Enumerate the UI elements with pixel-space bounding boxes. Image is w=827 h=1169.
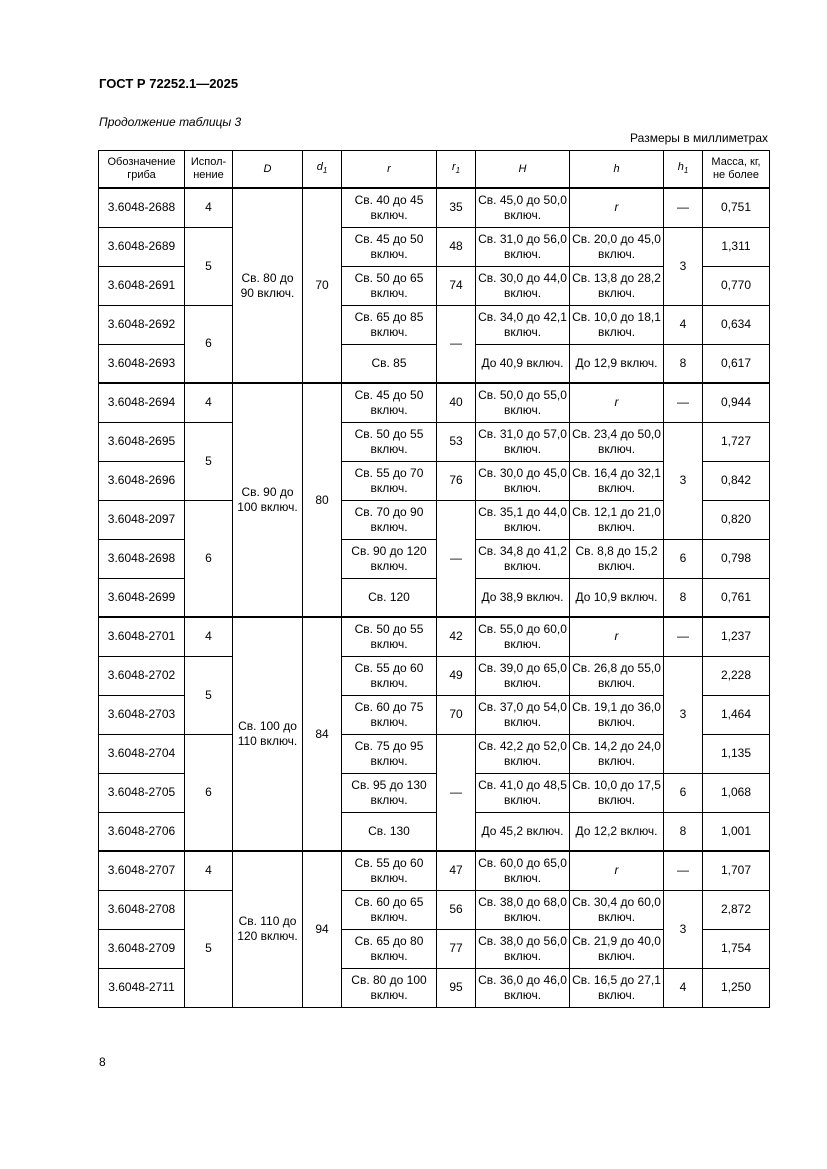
cell-h1: 8 (664, 812, 703, 851)
cell-code: 3.6048-2704 (99, 734, 185, 773)
cell-r: Св. 85 (342, 344, 437, 383)
cell-H: Св. 38,0 до 68,0 включ. (476, 890, 570, 929)
cell-h: Св. 20,0 до 45,0 включ. (570, 227, 664, 266)
cell-code: 3.6048-2707 (99, 851, 185, 890)
table-row (99, 656, 770, 695)
cell-h1: 3 (664, 656, 703, 773)
cell-code: 3.6048-2702 (99, 656, 185, 695)
cell-r1: 49 (437, 656, 476, 695)
header-variant: Испол-нение (185, 151, 233, 189)
cell-r1: 48 (437, 227, 476, 266)
header-h1-subscript: 1 (683, 166, 689, 176)
cell-h1: 6 (664, 773, 703, 812)
header-d1 (303, 151, 342, 189)
cell-d1: 84 (303, 617, 342, 851)
cell-H: Св. 42,2 до 52,0 включ. (476, 734, 570, 773)
cell-H: Св. 41,0 до 48,5 включ. (476, 773, 570, 812)
cell-h: До 10,9 включ. (570, 578, 664, 617)
header-r: r (342, 151, 437, 189)
cell-h: Св. 10,0 до 17,5 включ. (570, 773, 664, 812)
cell-D: Св. 100 до 110 включ. (233, 617, 303, 851)
cell-h: r (570, 383, 664, 422)
cell-H: Св. 34,8 до 41,2 включ. (476, 539, 570, 578)
cell-r: Св. 45 до 50 включ. (342, 227, 437, 266)
cell-H: Св. 31,0 до 56,0 включ. (476, 227, 570, 266)
cell-variant: 6 (185, 305, 233, 383)
cell-H: До 45,2 включ. (476, 812, 570, 851)
cell-r: Св. 95 до 130 включ. (342, 773, 437, 812)
cell-h: r (570, 617, 664, 656)
table-row (99, 890, 770, 929)
cell-variant: 5 (185, 227, 233, 305)
cell-mass: 0,944 (703, 383, 770, 422)
cell-r1: 47 (437, 851, 476, 890)
cell-mass: 1,707 (703, 851, 770, 890)
cell-r: Св. 130 (342, 812, 437, 851)
header-r1 (437, 151, 476, 189)
cell-r1: 42 (437, 617, 476, 656)
cell-h1: — (664, 617, 703, 656)
cell-h: Св. 14,2 до 24,0 включ. (570, 734, 664, 773)
cell-H: Св. 35,1 до 44,0 включ. (476, 500, 570, 539)
header-d1-symbol: d (316, 160, 323, 173)
cell-h: r (570, 851, 664, 890)
cell-r1: 95 (437, 968, 476, 1007)
units-note: Размеры в миллиметрах (630, 131, 768, 145)
cell-mass: 0,617 (703, 344, 770, 383)
cell-code: 3.6048-2709 (99, 929, 185, 968)
cell-D: Св. 110 до 120 включ. (233, 851, 303, 1007)
cell-code: 3.6048-2696 (99, 461, 185, 500)
document-title: ГОСТ Р 72252.1—2025 (99, 76, 239, 91)
cell-code: 3.6048-2708 (99, 890, 185, 929)
cell-h: До 12,9 включ. (570, 344, 664, 383)
cell-h1: — (664, 188, 703, 227)
cell-r1: 77 (437, 929, 476, 968)
cell-mass: 2,872 (703, 890, 770, 929)
cell-variant: 4 (185, 188, 233, 227)
cell-h1: 3 (664, 422, 703, 539)
cell-H: До 40,9 включ. (476, 344, 570, 383)
cell-H: Св. 38,0 до 56,0 включ. (476, 929, 570, 968)
cell-variant: 5 (185, 656, 233, 734)
cell-variant: 4 (185, 617, 233, 656)
cell-r1: 74 (437, 266, 476, 305)
cell-r1: 40 (437, 383, 476, 422)
cell-r: Св. 90 до 120 включ. (342, 539, 437, 578)
table-row (99, 305, 770, 344)
cell-code: 3.6048-2698 (99, 539, 185, 578)
cell-mass: 0,634 (703, 305, 770, 344)
page-number: 8 (99, 1055, 106, 1069)
table-row (99, 188, 770, 227)
cell-mass: 0,751 (703, 188, 770, 227)
cell-code: 3.6048-2691 (99, 266, 185, 305)
cell-code: 3.6048-2703 (99, 695, 185, 734)
cell-mass: 1,250 (703, 968, 770, 1007)
cell-variant: 6 (185, 500, 233, 617)
cell-H: Св. 55,0 до 60,0 включ. (476, 617, 570, 656)
header-H: H (476, 151, 570, 189)
cell-code: 3.6048-2692 (99, 305, 185, 344)
header-d1-subscript: 1 (322, 166, 328, 176)
cell-H: Св. 36,0 до 46,0 включ. (476, 968, 570, 1007)
cell-mass: 1,464 (703, 695, 770, 734)
cell-mass: 1,311 (703, 227, 770, 266)
cell-variant: 5 (185, 422, 233, 500)
cell-h: Св. 26,8 до 55,0 включ. (570, 656, 664, 695)
cell-mass: 0,761 (703, 578, 770, 617)
cell-h1: 4 (664, 968, 703, 1007)
cell-H: Св. 37,0 до 54,0 включ. (476, 695, 570, 734)
cell-H: Св. 39,0 до 65,0 включ. (476, 656, 570, 695)
table-header-row (99, 151, 770, 189)
header-h1-symbol: h (677, 160, 684, 173)
cell-mass: 1,727 (703, 422, 770, 461)
table-row (99, 422, 770, 461)
cell-h: Св. 10,0 до 18,1 включ. (570, 305, 664, 344)
cell-r1: — (437, 734, 476, 851)
cell-code: 3.6048-2711 (99, 968, 185, 1007)
cell-H: Св. 60,0 до 65,0 включ. (476, 851, 570, 890)
dimensions-table (98, 150, 770, 1008)
cell-r: Св. 50 до 55 включ. (342, 422, 437, 461)
cell-h: Св. 8,8 до 15,2 включ. (570, 539, 664, 578)
table-caption: Продолжение таблицы 3 (99, 115, 242, 129)
cell-h1: 4 (664, 305, 703, 344)
cell-d1: 94 (303, 851, 342, 1007)
cell-code: 3.6048-2694 (99, 383, 185, 422)
cell-h: r (570, 188, 664, 227)
cell-mass: 0,842 (703, 461, 770, 500)
cell-variant: 5 (185, 890, 233, 1007)
cell-h: Св. 23,4 до 50,0 включ. (570, 422, 664, 461)
header-r1-symbol: r (451, 160, 456, 173)
cell-r: Св. 50 до 65 включ. (342, 266, 437, 305)
cell-r: Св. 55 до 60 включ. (342, 656, 437, 695)
cell-h: Св. 21,9 до 40,0 включ. (570, 929, 664, 968)
cell-code: 3.6048-2701 (99, 617, 185, 656)
cell-h: Св. 12,1 до 21,0 включ. (570, 500, 664, 539)
cell-h1: 3 (664, 890, 703, 968)
cell-r1: 35 (437, 188, 476, 227)
cell-mass: 0,770 (703, 266, 770, 305)
cell-D: Св. 90 до 100 включ. (233, 383, 303, 617)
cell-variant: 6 (185, 734, 233, 851)
cell-H: Св. 34,0 до 42,1 включ. (476, 305, 570, 344)
cell-code: 3.6048-2705 (99, 773, 185, 812)
table-row (99, 851, 770, 890)
cell-code: 3.6048-2689 (99, 227, 185, 266)
cell-mass: 0,798 (703, 539, 770, 578)
cell-h: До 12,2 включ. (570, 812, 664, 851)
cell-h1: 8 (664, 344, 703, 383)
cell-r: Св. 65 до 80 включ. (342, 929, 437, 968)
cell-h1: 8 (664, 578, 703, 617)
header-h: h (570, 151, 664, 189)
cell-mass: 1,135 (703, 734, 770, 773)
cell-mass: 1,754 (703, 929, 770, 968)
table-row (99, 227, 770, 266)
cell-h: Св. 19,1 до 36,0 включ. (570, 695, 664, 734)
cell-r: Св. 75 до 95 включ. (342, 734, 437, 773)
cell-r: Св. 55 до 70 включ. (342, 461, 437, 500)
cell-H: Св. 50,0 до 55,0 включ. (476, 383, 570, 422)
cell-variant: 4 (185, 383, 233, 422)
cell-r: Св. 65 до 85 включ. (342, 305, 437, 344)
table-row (99, 383, 770, 422)
cell-r: Св. 55 до 60 включ. (342, 851, 437, 890)
cell-mass: 1,237 (703, 617, 770, 656)
cell-H: До 38,9 включ. (476, 578, 570, 617)
cell-h: Св. 16,5 до 27,1 включ. (570, 968, 664, 1007)
cell-code: 3.6048-2695 (99, 422, 185, 461)
cell-code: 3.6048-2706 (99, 812, 185, 851)
cell-H: Св. 31,0 до 57,0 включ. (476, 422, 570, 461)
cell-r: Св. 60 до 65 включ. (342, 890, 437, 929)
header-r1-subscript: 1 (455, 166, 461, 176)
cell-h1: — (664, 851, 703, 890)
header-D: D (233, 151, 303, 189)
cell-mass: 2,228 (703, 656, 770, 695)
cell-r1: — (437, 500, 476, 617)
cell-d1: 80 (303, 383, 342, 617)
cell-h: Св. 30,4 до 60,0 включ. (570, 890, 664, 929)
cell-h: Св. 16,4 до 32,1 включ. (570, 461, 664, 500)
cell-code: 3.6048-2699 (99, 578, 185, 617)
cell-h1: 3 (664, 227, 703, 305)
cell-r: Св. 45 до 50 включ. (342, 383, 437, 422)
cell-code: 3.6048-2693 (99, 344, 185, 383)
cell-d1: 70 (303, 188, 342, 383)
cell-H: Св. 30,0 до 44,0 включ. (476, 266, 570, 305)
cell-H: Св. 30,0 до 45,0 включ. (476, 461, 570, 500)
cell-D: Св. 80 до 90 включ. (233, 188, 303, 383)
cell-r: Св. 70 до 90 включ. (342, 500, 437, 539)
cell-r1: 53 (437, 422, 476, 461)
cell-mass: 0,820 (703, 500, 770, 539)
cell-mass: 1,068 (703, 773, 770, 812)
cell-r: Св. 40 до 45 включ. (342, 188, 437, 227)
cell-h1: 6 (664, 539, 703, 578)
cell-r: Св. 80 до 100 включ. (342, 968, 437, 1007)
cell-r1: 70 (437, 695, 476, 734)
header-h1 (664, 151, 703, 189)
cell-r1: — (437, 305, 476, 383)
cell-H: Св. 45,0 до 50,0 включ. (476, 188, 570, 227)
cell-variant: 4 (185, 851, 233, 890)
cell-r1: 56 (437, 890, 476, 929)
cell-code: 3.6048-2097 (99, 500, 185, 539)
cell-r1: 76 (437, 461, 476, 500)
cell-h1: — (664, 383, 703, 422)
table-row (99, 617, 770, 656)
cell-h: Св. 13,8 до 28,2 включ. (570, 266, 664, 305)
header-code: Обозначение гриба (99, 151, 185, 189)
cell-code: 3.6048-2688 (99, 188, 185, 227)
cell-mass: 1,001 (703, 812, 770, 851)
cell-r: Св. 50 до 55 включ. (342, 617, 437, 656)
cell-r: Св. 60 до 75 включ. (342, 695, 437, 734)
header-mass: Масса, кг, не более (703, 151, 770, 189)
cell-r: Св. 120 (342, 578, 437, 617)
